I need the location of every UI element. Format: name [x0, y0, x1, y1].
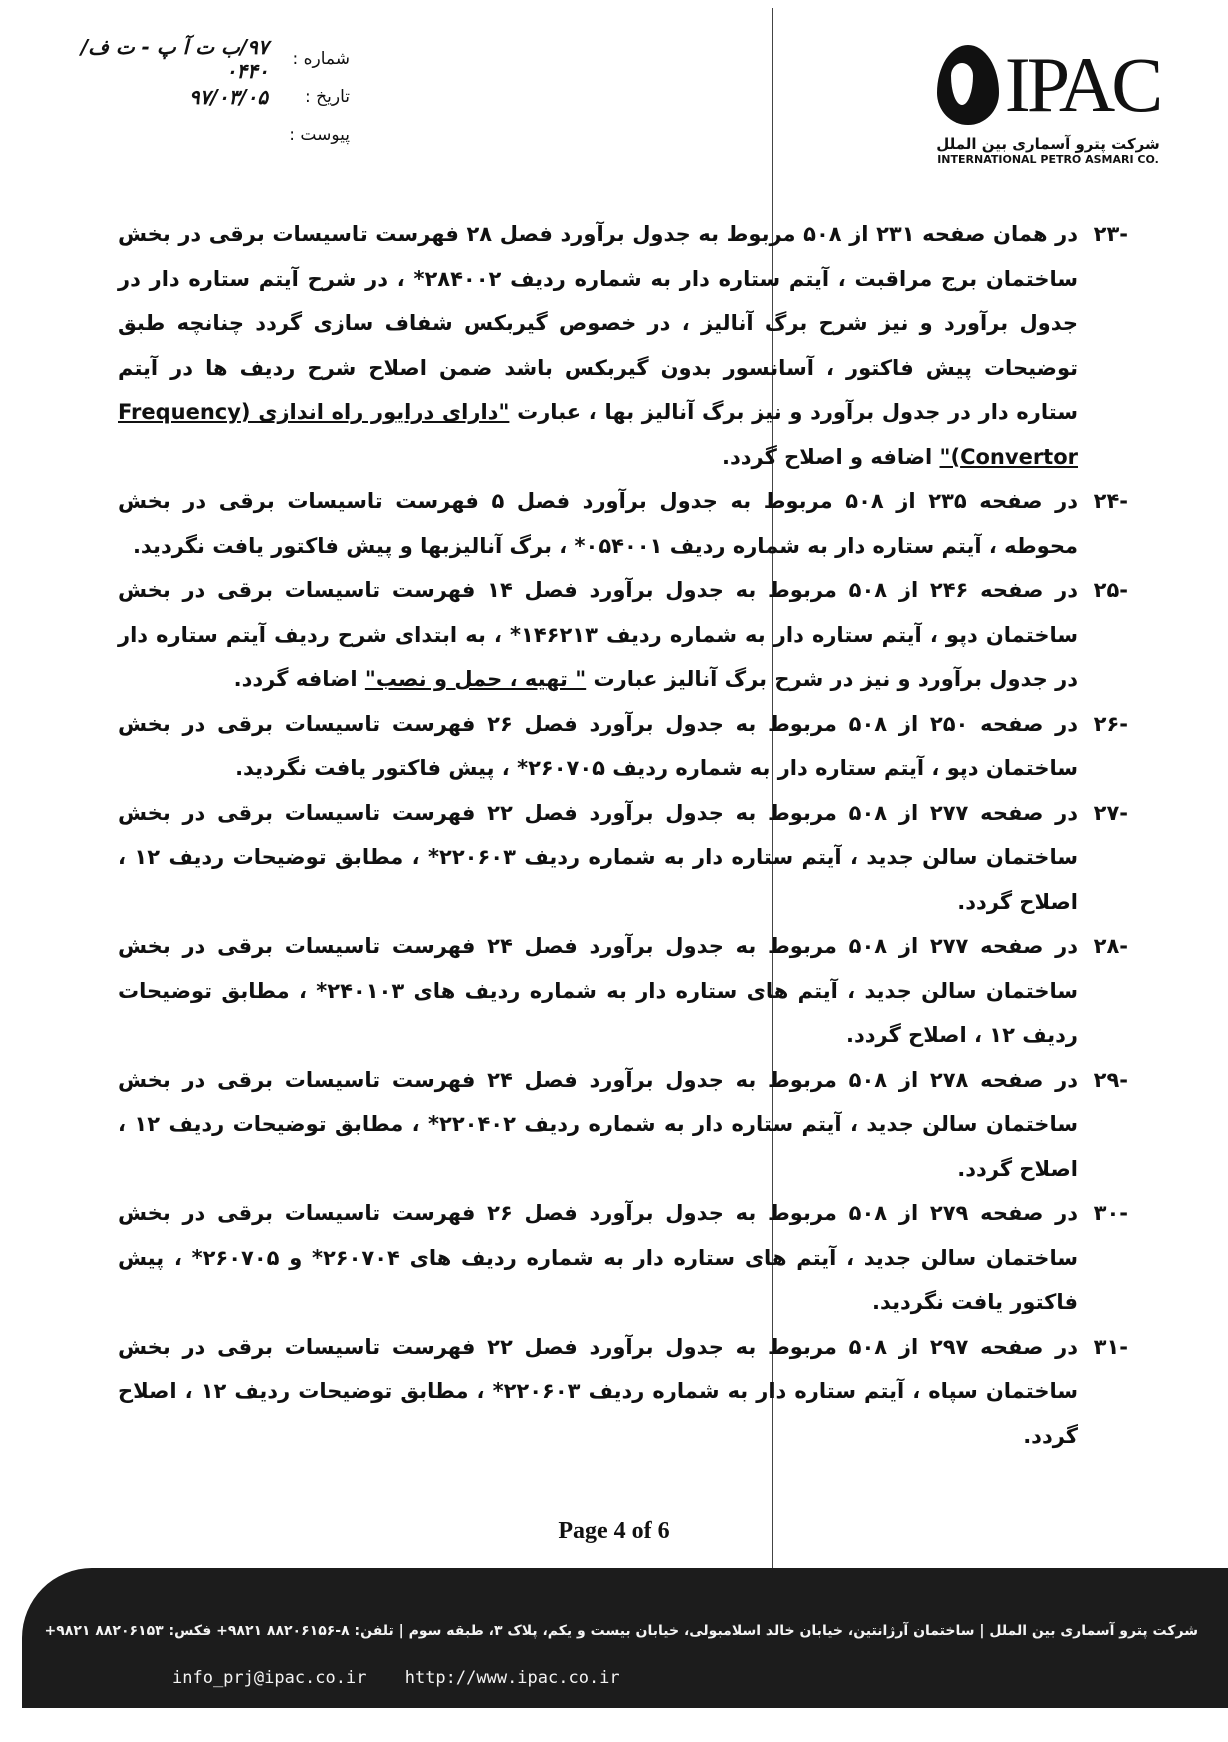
- company-name-fa: شرکت پترو آسماری بین الملل: [936, 135, 1160, 153]
- footer-band: [22, 1568, 1228, 1708]
- item-text-before: در صفحه ۲۴۶ از ۵۰۸ مربوط به جدول برآورد فصل ۱۴ فهرست تاسیسات برقی در بخش ساختمان دپو ، آیتم ستاره دار به شماره ردیف ۱۴۶۲۱۳* ، به ابتدای شرح ردیف آیتم ستاره دار در جدول برآورد و نیز در شرح برگ آنالیز عبارت: [118, 578, 1078, 691]
- list-item: [118, 791, 1128, 925]
- item-text-after: اضافه و اصلاح گردد.: [722, 444, 940, 469]
- item-text: [118, 1058, 1078, 1192]
- item-number: -۲۷: [1093, 800, 1128, 825]
- logo-mark: [928, 41, 1168, 128]
- item-text-before: در صفحه ۲۷۹ از ۵۰۸ مربوط به جدول برآورد فصل ۲۶ فهرست تاسیسات برقی در بخش ساختمان سالن جدید ، آیتم های ستاره دار به شماره ردیف های ۲۶۰۷۰۴* و ۲۶۰۷۰۵* ، پیش فاکتور یافت نگردید.: [118, 1201, 1078, 1314]
- list-item: [118, 1325, 1128, 1459]
- item-number: -۲۹: [1093, 1067, 1128, 1092]
- list-item: [118, 1191, 1128, 1325]
- attachment-row: [40, 116, 350, 154]
- company-name-en: INTERNATIONAL PETRO ASMARI CO.: [937, 153, 1159, 166]
- list-item: [118, 568, 1128, 702]
- item-text: [118, 791, 1078, 925]
- item-text: [118, 212, 1078, 479]
- item-text-underline: "دارای درایور راه اندازی (Frequency Convertor)": [118, 400, 1078, 469]
- item-text-after: اضافه گردد.: [233, 667, 365, 691]
- item-text-before: در همان صفحه ۲۳۱ از ۵۰۸ مربوط به جدول برآورد فصل ۲۸ فهرست تاسیسات برقی در بخش ساختمان برج مراقبت ، آیتم ستاره دار به شماره ردیف ۲۸۴۰۰۲* ، در شرح آیتم ستاره دار در جدول برآورد و نیز شرح برگ آنالیز ، در خصوص گیربکس شفاف سازی گردد چنانچه طبق توضیحات پیش فاکتور ، آسانسور بدون گیربکس باشد ضمن اصلاح شرح ردیف ها در آیتم ستاره دار در جدول برآورد و نیز برگ آنالیز بها ، عبارت: [118, 222, 1078, 424]
- footer-email[interactable]: info_prj@ipac.co.ir: [172, 1668, 367, 1688]
- number-row: [40, 35, 350, 83]
- company-logo: [928, 41, 1168, 166]
- date-value: ۹۷/۰۳/۰۵: [188, 85, 268, 109]
- attachment-label: پیوست :: [289, 125, 350, 145]
- item-text: [118, 1191, 1078, 1325]
- item-number: -۲۵: [1093, 578, 1128, 602]
- number-label: شماره :: [292, 49, 350, 69]
- list-item: [118, 702, 1128, 791]
- item-text-underline: " تهیه ، حمل و نصب": [364, 667, 587, 691]
- item-number: -۲۶: [1093, 711, 1128, 736]
- footer-contact: [172, 1668, 648, 1688]
- item-number: -۲۸: [1093, 934, 1128, 958]
- item-text: [118, 568, 1078, 702]
- letter-meta: [40, 35, 350, 154]
- number-value: ۹۷/ب ت آ پ - ت ف/۰۴۴۰: [80, 35, 269, 83]
- item-text-before: در صفحه ۲۵۰ از ۵۰۸ مربوط به جدول برآورد فصل ۲۶ فهرست تاسیسات برقی در بخش ساختمان دپو ، آیتم ستاره دار به شماره ردیف ۲۶۰۷۰۵* ، پیش فاکتور یافت نگردید.: [118, 711, 1078, 780]
- item-text-before: در صفحه ۲۷۷ از ۵۰۸ مربوط به جدول برآورد فصل ۲۴ فهرست تاسیسات برقی در بخش ساختمان سالن جدید ، آیتم های ستاره دار به شماره ردیف های ۲۴۰۱۰۳* ، مطابق توضیحات ردیف ۱۲ ، اصلاح گردد.: [118, 934, 1079, 1047]
- item-text-before: در صفحه ۲۹۷ از ۵۰۸ مربوط به جدول برآورد فصل ۲۲ فهرست تاسیسات برقی در بخش ساختمان سپاه ، آیتم ستاره دار به شماره ردیف ۲۲۰۶۰۳* ، مطابق توضیحات ردیف ۱۲ ، اصلاح گردد.: [118, 1334, 1078, 1448]
- item-text-before: در صفحه ۲۷۷ از ۵۰۸ مربوط به جدول برآورد فصل ۲۲ فهرست تاسیسات برقی در بخش ساختمان سالن جدید ، آیتم ستاره دار به شماره ردیف ۲۲۰۶۰۳* ، مطابق توضیحات ردیف ۱۲ ، اصلاح گردد.: [118, 800, 1078, 914]
- footer-website[interactable]: http://www.ipac.co.ir: [404, 1668, 620, 1688]
- item-text: [118, 702, 1078, 791]
- item-number: -۲۳: [1093, 222, 1128, 246]
- page-number: Page 4 of 6: [558, 1518, 670, 1544]
- item-text-before: در صفحه ۲۷۸ از ۵۰۸ مربوط به جدول برآورد فصل ۲۴ فهرست تاسیسات برقی در بخش ساختمان سالن جدید ، آیتم ستاره دار به شماره ردیف ۲۲۰۴۰۲* ، مطابق توضیحات ردیف ۱۲ ، اصلاح گردد.: [118, 1067, 1078, 1181]
- item-text: [118, 1325, 1078, 1459]
- date-label: تاریخ :: [305, 87, 350, 107]
- list-item: [118, 1058, 1128, 1192]
- item-number: -۲۴: [1093, 489, 1128, 513]
- footer-address: شرکت پترو آسماری بین الملل | ساختمان آرژانتین، خیابان خالد اسلامبولی، خیابان بیست و یکم، پلاک ۳، طبقه سوم | تلفن: ۸-۸۸۲۰۶۱۵۶ ۹۸۲۱+ فکس: ۸۸۲۰۶۱۵۳ ۹۸۲۱+: [44, 1623, 1198, 1639]
- document-body: [118, 212, 1128, 1458]
- oil-drop-icon: [937, 45, 999, 125]
- item-text-before: در صفحه ۲۳۵ از ۵۰۸ مربوط به جدول برآورد فصل ۵ فهرست تاسیسات برقی در بخش محوطه ، آیتم ستاره دار به شماره ردیف ۰۵۴۰۰۱* ، برگ آنالیزبها و پیش فاکتور یافت نگردید.: [118, 489, 1079, 558]
- item-text: [118, 924, 1078, 1058]
- list-item: [118, 479, 1128, 568]
- item-text: [118, 479, 1078, 568]
- logo-text: IPAC: [1004, 41, 1160, 128]
- list-item: [118, 212, 1128, 479]
- list-item: [118, 924, 1128, 1058]
- item-number: -۳۱: [1093, 1334, 1128, 1359]
- item-number: -۳۰: [1093, 1201, 1128, 1225]
- date-row: [40, 78, 350, 116]
